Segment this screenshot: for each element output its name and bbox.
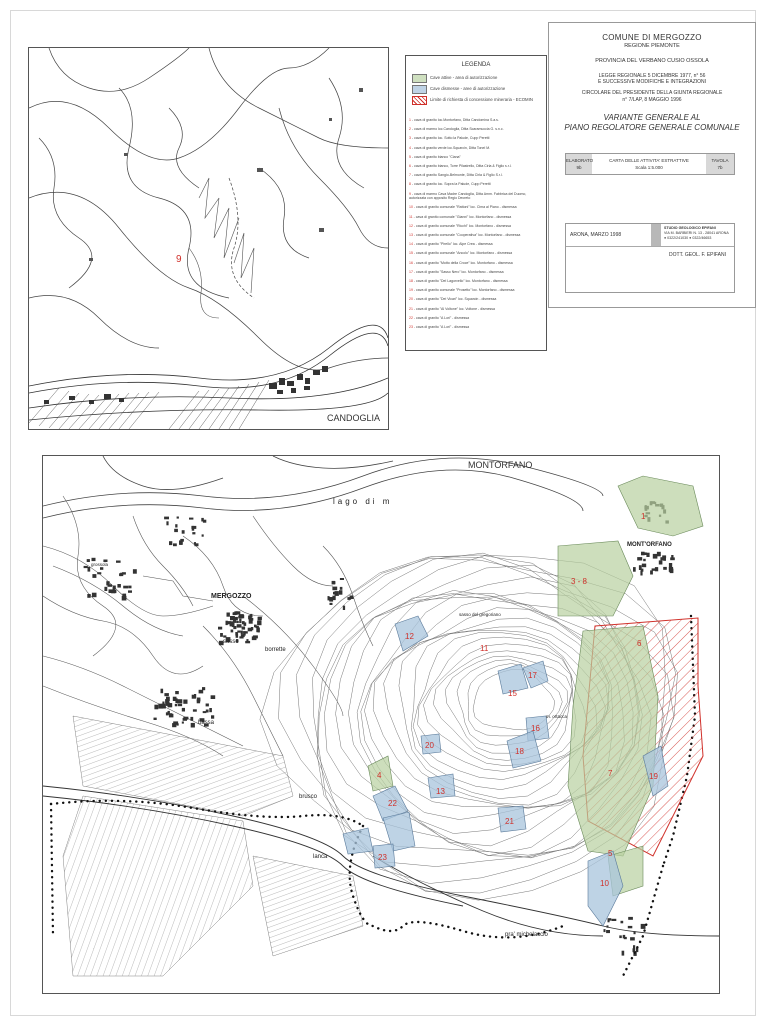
building	[646, 553, 649, 557]
zone-label-16: 16	[531, 724, 540, 733]
legend-item-text: - cava di granito Sangio-Belmonte, Ditta Cirla & Figlio S.r.l.	[411, 173, 503, 178]
building	[340, 578, 344, 580]
author-label: DOTT. GEOL. F. EPIFANI	[669, 252, 726, 258]
building	[87, 594, 90, 598]
building	[202, 687, 205, 690]
place-sasso: sasso	[223, 639, 239, 645]
legend-item-text: - cava di granito loc. Sopra la Palude, Cupp Peretti	[411, 182, 491, 187]
building	[630, 937, 635, 940]
legend-item	[409, 251, 544, 256]
legend-key-dismessa	[412, 85, 542, 96]
legend-item-text: - cava di granito "Pirello" loc. Alpe Crea - dismessa	[413, 242, 493, 247]
building	[237, 624, 242, 627]
legend-item	[409, 261, 544, 266]
building	[106, 581, 109, 585]
building	[653, 554, 658, 559]
building	[175, 691, 179, 694]
building	[642, 564, 646, 568]
elaborato-row	[565, 153, 735, 175]
legend-item-text: - cava di granito bianco "Ciana"	[411, 154, 461, 159]
building	[100, 567, 103, 570]
legend-item-number: 23	[409, 324, 413, 329]
legend-item-text: - cava di granito comunale "Ricchi" loc. Montorfano - dismessa	[413, 223, 511, 228]
building	[190, 717, 193, 721]
legend-item-text: - cava di granito "Dei Vicari" loc. Squarcin - dismessa	[413, 297, 497, 302]
building	[203, 520, 206, 523]
building	[154, 718, 157, 720]
building	[343, 606, 345, 610]
building	[154, 705, 158, 710]
building	[330, 603, 333, 605]
tavola-value: 7b	[717, 165, 723, 170]
building	[182, 708, 185, 712]
building	[608, 918, 612, 920]
studio-info	[661, 224, 734, 246]
zone-label-1: 1	[641, 512, 646, 521]
legend-dismessa-swatch	[412, 85, 427, 94]
building	[166, 697, 170, 702]
building	[175, 704, 177, 706]
legend-item	[409, 182, 544, 187]
legend-item-text: - cava di granito verde loc.Squarcin, Ditta Tonel M.	[411, 145, 491, 150]
building	[116, 561, 121, 563]
building	[177, 723, 179, 725]
elaborato-label: ELABORATO	[566, 158, 594, 163]
building	[128, 586, 131, 589]
legend-item	[409, 233, 544, 238]
building	[622, 951, 625, 956]
studio-logo-block	[651, 224, 661, 246]
building	[332, 587, 337, 591]
building	[194, 542, 196, 544]
place-mergozzo: MERGOZZO	[211, 593, 252, 600]
zone-label-6: 6	[637, 639, 642, 648]
building	[347, 597, 350, 600]
building	[88, 567, 91, 572]
building	[218, 627, 222, 630]
building	[237, 631, 241, 633]
legend-item-number: 4	[409, 145, 411, 150]
building	[236, 633, 239, 637]
candoglia-area-label: 9	[176, 254, 182, 265]
building	[180, 539, 184, 542]
building	[122, 594, 126, 599]
zone-label-18: 18	[515, 747, 524, 756]
legend-item-number: 17	[409, 269, 413, 274]
variante-line2: PIANO REGOLATORE GENERALE COMUNALE	[564, 122, 740, 132]
legend-item	[409, 192, 544, 202]
legend-item-text: - cava di granito comunale "Cooperativa" loc. Montorfano - dismessa	[413, 233, 521, 238]
building	[257, 627, 259, 631]
building	[183, 700, 187, 704]
building	[203, 711, 207, 713]
building	[258, 617, 262, 621]
legend-ecomin-label: Limite di richiesta di concessione mineraria - ECOMIN	[430, 97, 533, 102]
carta-title: CARTA DELLE ATTIVITA' ESTRATTIVE	[609, 158, 689, 163]
building	[239, 619, 241, 623]
building	[178, 704, 182, 706]
building	[128, 590, 132, 592]
building	[606, 930, 610, 933]
zone-label-4: 4	[377, 771, 382, 780]
legend-item-number: 16	[409, 260, 413, 265]
tavola-label: TAVOLA	[711, 158, 729, 163]
studio-fax: 0322/46653	[692, 236, 712, 240]
building	[193, 709, 197, 711]
building	[202, 534, 204, 536]
legend-item	[409, 288, 544, 293]
provincia-label: PROVINCIA DEL VERBANO CUSIO OSSOLA	[595, 57, 709, 64]
building	[233, 626, 236, 629]
building	[655, 567, 658, 571]
circolare-line2: n° 7/LAP, 8 MAGGIO 1996	[622, 96, 682, 103]
candoglia-map-drawing	[29, 48, 388, 429]
building	[227, 621, 231, 624]
legend-item-number: 21	[409, 306, 413, 311]
building	[236, 621, 239, 623]
legend-item-text: - cava di marmo Cava Madre Candoglia, Ditta Amm. Fabbrica del Duomo, autorizzata con apposito Regio Decreto	[409, 191, 527, 201]
building	[220, 633, 223, 637]
building	[641, 924, 646, 929]
date-label: ARONA, MARZO 1998	[570, 232, 622, 238]
legend-item-text: - cava di marmo loc.Candoglia, Ditta Scaramuccia G. s.n.c.	[411, 127, 504, 132]
building	[671, 555, 673, 559]
legend-item-text: - cava di granito loc.Montorfano, Ditta Candomina S.a.s.	[411, 118, 499, 122]
legend-item-number: 10	[409, 205, 413, 210]
contour-line	[423, 644, 576, 766]
zone-label-11: 11	[480, 644, 489, 653]
legend-item-text: - cava di granito bianco, Torre Pilastrello, Ditta Cirla & Figlio s.r.l.	[411, 163, 512, 168]
building	[243, 631, 246, 635]
building	[162, 704, 166, 709]
place-sasso-gregoriano: sasso del gregoriano	[459, 612, 501, 617]
building	[643, 559, 646, 561]
building	[164, 517, 169, 520]
candoglia-map	[28, 47, 389, 430]
building	[161, 689, 164, 694]
legend-item-number: 8	[409, 182, 411, 187]
legend-key-ecomin	[412, 96, 542, 107]
studio-box	[565, 223, 735, 293]
legend-panel	[405, 55, 547, 351]
building	[87, 559, 90, 562]
legend-item	[409, 242, 544, 247]
building	[92, 558, 96, 561]
building	[123, 586, 128, 589]
building	[211, 715, 214, 718]
building	[257, 621, 261, 626]
building	[177, 699, 182, 703]
legend-item-number: 13	[409, 233, 413, 238]
studio-phone: 0322/241030	[667, 236, 689, 240]
legend-item-text: - cava di granito "A Lori" - dismessa	[413, 315, 470, 320]
building	[612, 919, 617, 921]
montorfano-map-drawing	[43, 456, 719, 993]
zone-label-19: 19	[649, 772, 658, 781]
zone-label-13: 13	[436, 787, 445, 796]
legend-item	[409, 164, 544, 169]
building	[628, 926, 633, 928]
building	[633, 567, 636, 572]
building	[119, 573, 123, 575]
building	[97, 572, 101, 574]
date-cell	[566, 224, 651, 246]
building	[637, 557, 642, 560]
building	[199, 690, 204, 694]
legge-line2: E SUCCESSIVE MODIFICHE E INTEGRAZIONI	[597, 79, 707, 85]
legend-item-number: 20	[409, 297, 413, 302]
legend-item	[409, 127, 544, 132]
building	[173, 543, 177, 546]
building	[230, 616, 235, 620]
building	[663, 567, 667, 570]
legend-item-text: - cava di granito "A Lori" - dismessa	[413, 324, 470, 329]
legend-item	[409, 215, 544, 220]
building	[669, 567, 673, 572]
legend-item-number: 7	[409, 173, 411, 178]
building	[623, 935, 626, 938]
building	[227, 613, 230, 617]
zone-label-7: 7	[608, 769, 613, 778]
variante-line1: VARIANTE GENERALE AL	[603, 112, 701, 122]
building	[245, 641, 250, 643]
scala-label: Scala 1:5.000	[635, 165, 663, 170]
place-montorfano-village: MONT'ORFANO	[627, 542, 672, 548]
zone-label-12: 12	[405, 632, 414, 641]
legend-item	[409, 118, 544, 123]
building	[335, 591, 339, 596]
building	[339, 590, 342, 595]
zone-label-21: 21	[505, 817, 514, 826]
legend-item-number: 3	[409, 136, 411, 141]
building	[642, 552, 647, 555]
place-grossola: grossola	[91, 562, 109, 567]
montorfano-map	[42, 455, 720, 994]
zone-label-23: 23	[378, 853, 387, 862]
building	[189, 518, 193, 520]
building	[133, 569, 137, 574]
legend-item-text: - cava di granito "Sasso Nero" loc. Montorfano - dismessa	[413, 269, 504, 274]
legend-item	[409, 297, 544, 302]
building	[179, 543, 182, 545]
building	[191, 723, 195, 728]
place-ortacca: m. ortacca	[546, 714, 568, 719]
lake-label: lago di m	[333, 497, 393, 506]
building	[206, 704, 209, 707]
legend-active-swatch	[412, 74, 427, 83]
building	[619, 935, 622, 938]
legend-item-number: 2	[409, 127, 411, 132]
legend-item-text: - cava di granito "Al Voltone" loc. Voltone - dismessa	[413, 306, 495, 311]
building	[248, 616, 252, 620]
building	[251, 627, 253, 630]
building	[84, 566, 88, 568]
building	[241, 631, 243, 635]
building	[192, 526, 195, 531]
building	[192, 695, 196, 699]
building	[172, 723, 176, 727]
legend-item-text: - cava di granito "Del Lagorvello" loc. Montorfano - dismessa	[413, 278, 508, 283]
legend-items	[409, 118, 544, 334]
title-header	[549, 33, 755, 133]
building	[669, 563, 672, 567]
legend-dismessa-label: Cave dismesse - aree di autorizzazione	[430, 86, 506, 91]
comune-label: COMUNE DI MERGOZZO	[602, 33, 702, 42]
regione-label: REGIONE PIEMONTE	[624, 43, 680, 49]
tavola-cell	[706, 154, 734, 174]
building	[209, 708, 212, 712]
phone-icon: ●	[664, 236, 667, 240]
building	[117, 584, 121, 588]
building	[233, 612, 237, 615]
legend-ecomin-swatch	[412, 96, 427, 105]
place-prati: pra' michelaccio	[505, 932, 548, 938]
building	[111, 590, 115, 594]
zone-label-22: 22	[388, 799, 397, 808]
building	[329, 597, 333, 602]
elaborato-value: 9b	[576, 165, 582, 170]
building	[333, 581, 335, 584]
building	[206, 710, 209, 713]
circolare-line1: CIRCOLARE DEL PRESIDENTE DELLA GIUNTA REGIONALE	[581, 90, 723, 97]
legend-item-text: - cava di granito "Motto della Croce" loc. Montorfano - dismessa	[413, 260, 513, 265]
building	[238, 616, 242, 619]
elaborato-cell	[566, 154, 592, 174]
legend-item	[409, 270, 544, 275]
building	[164, 693, 169, 696]
building	[657, 552, 661, 557]
building	[182, 722, 184, 724]
legend-item	[409, 325, 544, 330]
legend-item-number: 14	[409, 242, 413, 247]
legend-item-text: - cava di granito loc. Sotto la Palude, Cupp Peretti	[411, 136, 490, 141]
place-lanca: lanca	[313, 854, 328, 860]
legend-key-active	[412, 74, 542, 85]
legge-line1: LEGGE REGIONALE 5 DICEMBRE 1977, n° 56	[598, 72, 706, 79]
building	[659, 560, 663, 564]
building	[169, 541, 172, 545]
legend-item	[409, 279, 544, 284]
legend-keys	[412, 74, 542, 107]
legend-item	[409, 155, 544, 160]
legend-item	[409, 136, 544, 141]
fax-icon: ●	[689, 236, 692, 240]
building	[192, 532, 195, 534]
legend-item	[409, 307, 544, 312]
building	[662, 555, 666, 558]
legend-item	[409, 146, 544, 151]
studio-row	[566, 224, 734, 247]
legend-item-number: 12	[409, 223, 413, 228]
studio-contacts	[664, 236, 734, 241]
building	[169, 713, 172, 717]
candoglia-place-label: CANDOGLIA	[326, 413, 380, 423]
legend-title: LEGENDA	[461, 62, 491, 68]
legend-item-number: 18	[409, 278, 413, 283]
building	[182, 530, 185, 534]
studio-name: STUDIO GEOLOGICO EPIFANI	[664, 226, 716, 230]
legend-item-text: - cava di granito comunale "Rattoni" loc. Cima al Piano - dismessa	[413, 205, 517, 210]
zone-label-5: 5	[608, 849, 613, 858]
building	[92, 574, 96, 578]
legend-active-label: Cave attive - area di autorizzazione	[430, 75, 498, 80]
building	[340, 587, 343, 590]
legend-item-text: - cava di granito comunale "Ancolo" loc. Montorfano - dismessa	[413, 251, 513, 256]
building	[231, 630, 234, 633]
building	[633, 945, 635, 950]
building	[113, 586, 116, 590]
building	[175, 524, 177, 527]
building	[183, 717, 188, 720]
zone-label-15: 15	[508, 689, 517, 698]
legend-item	[409, 173, 544, 178]
legend-item-number: 19	[409, 288, 413, 293]
legend-item-number: 1	[409, 118, 411, 122]
building	[198, 699, 200, 701]
legend-item	[409, 224, 544, 229]
building	[211, 695, 216, 699]
place-brusco: brusco	[299, 794, 318, 800]
building	[177, 517, 179, 519]
title-block	[548, 22, 756, 308]
building	[252, 636, 257, 640]
carta-cell	[592, 154, 706, 174]
legend-item-number: 5	[409, 154, 411, 159]
building	[104, 587, 107, 591]
legend-item	[409, 316, 544, 321]
building	[242, 621, 245, 624]
building	[174, 529, 178, 532]
building	[173, 697, 177, 701]
building	[604, 929, 606, 932]
place-bassa: bassa	[198, 720, 215, 726]
building	[641, 569, 644, 572]
building	[628, 917, 633, 920]
studio-address: VIA M. BARBIERI N. 13 - 28041 ARONA	[664, 231, 729, 235]
contour-line	[413, 633, 597, 780]
legend-item	[409, 205, 544, 210]
legend-item-number: 6	[409, 163, 411, 168]
building	[242, 627, 246, 630]
legend-item-number: 15	[409, 251, 413, 256]
montorfano-title: MONTORFANO	[468, 460, 533, 470]
building	[166, 521, 168, 525]
legend-item-text: - cava di granito comunale "Gianni" loc. Montorfano - dismessa	[413, 214, 512, 219]
building	[621, 921, 624, 924]
legend-item-number: 9	[409, 191, 411, 196]
legend-item-text: - cava di granito comunale "Prosetto" loc. Montorfano - dismessa	[413, 288, 515, 293]
building	[92, 593, 97, 598]
zone-label-3-8: 3 - 8	[571, 577, 588, 586]
place-borrette: borrette	[265, 647, 286, 653]
zone-label-17: 17	[528, 671, 537, 680]
zone-label-10: 10	[600, 879, 609, 888]
zone-label-20: 20	[425, 741, 434, 750]
building	[650, 570, 653, 574]
legend-item-number: 11	[409, 214, 413, 219]
legend-item-number: 22	[409, 315, 413, 320]
